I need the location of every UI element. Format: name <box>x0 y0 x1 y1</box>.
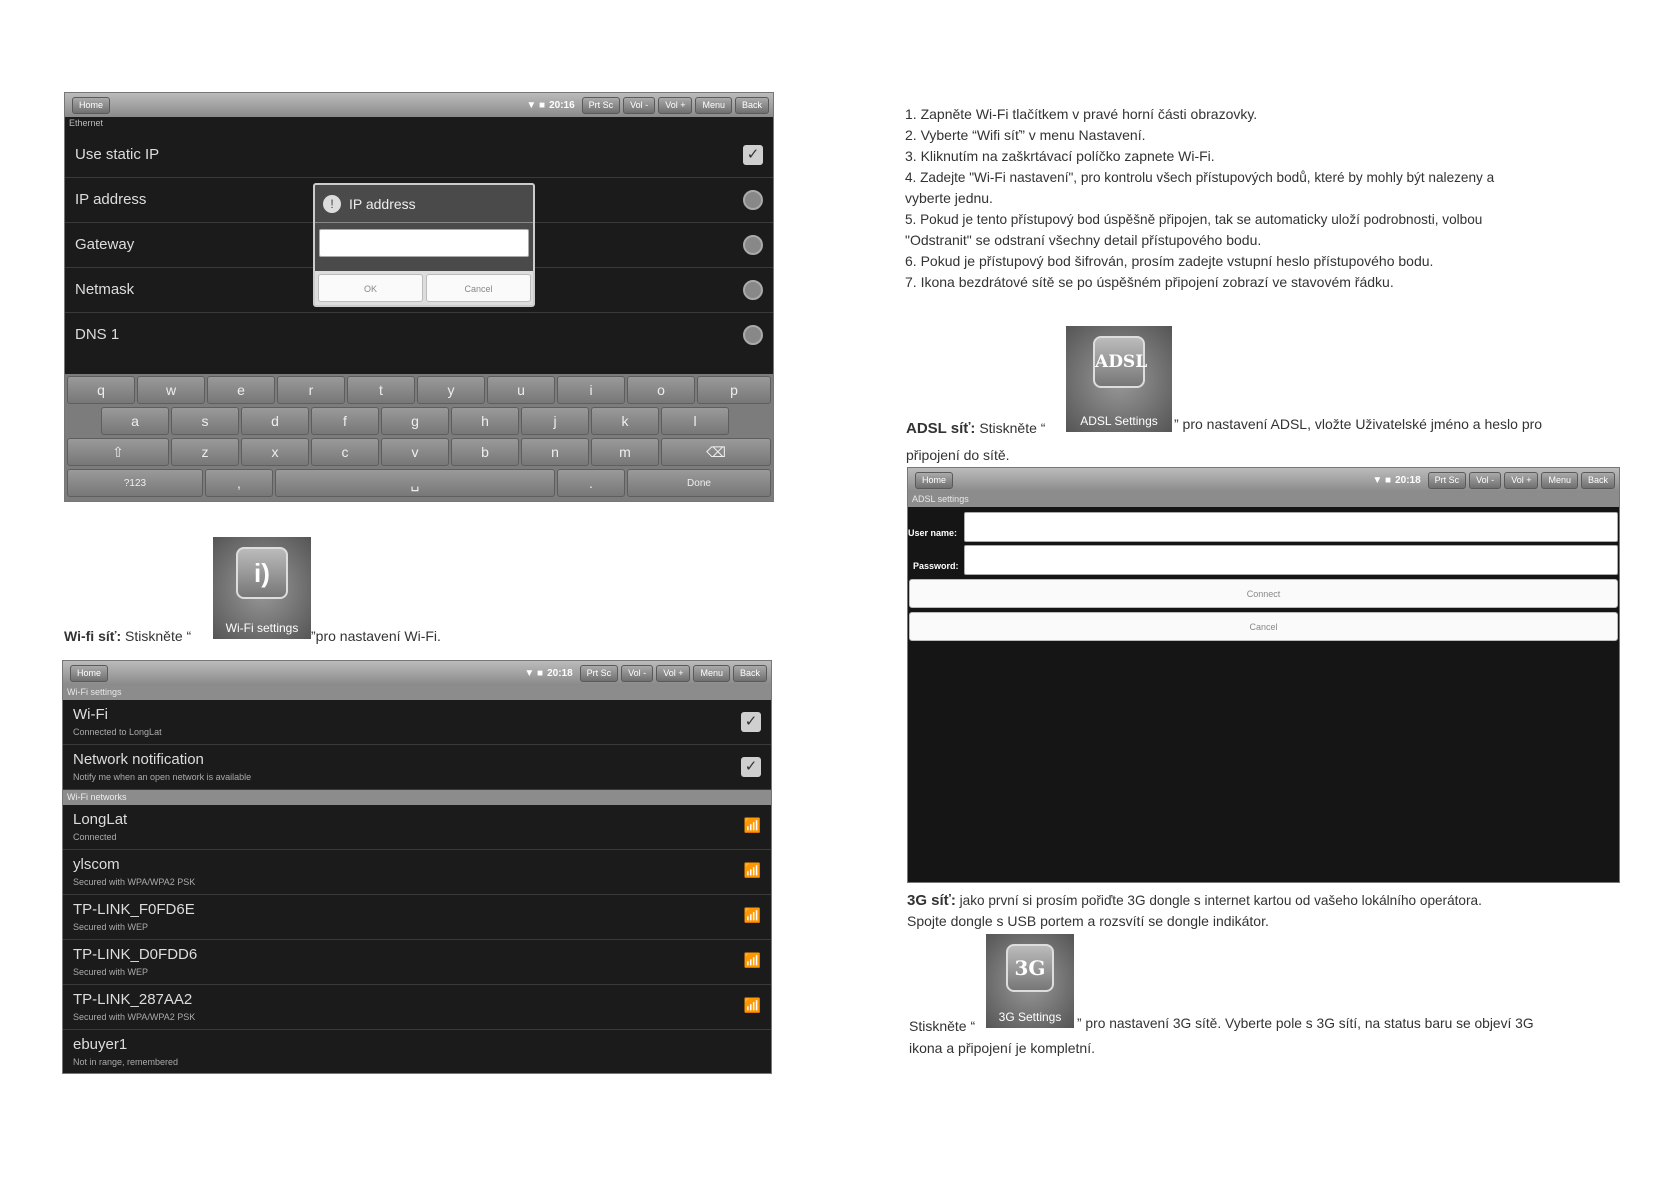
key-i[interactable]: i <box>557 376 625 404</box>
row-title: Wi-Fi <box>73 706 108 723</box>
3g-icon-label: 3G Settings <box>998 1010 1062 1024</box>
g3-caption-line2: Spojte dongle s USB portem a rozsvítí se dongle indikátor. <box>907 913 1269 929</box>
network-notification-row[interactable] <box>63 745 771 790</box>
network-ssid: ylscom <box>73 856 120 873</box>
gateway-indicator <box>743 235 763 255</box>
g3-caption-line4: ikona a připojení je kompletní. <box>909 1040 1095 1056</box>
home-button[interactable]: Home <box>70 665 108 682</box>
shift-key[interactable]: ⇧ <box>67 438 169 466</box>
ip-address-indicator <box>743 190 763 210</box>
wifi-caption-right: ”pro nastavení Wi-Fi. <box>311 628 441 644</box>
backspace-key[interactable]: ⌫ <box>661 438 771 466</box>
vol-up-button[interactable]: Vol + <box>1504 472 1538 489</box>
key-z[interactable]: z <box>171 438 239 466</box>
key-d[interactable]: d <box>241 407 309 435</box>
3g-settings-icon <box>986 934 1074 1028</box>
back-button[interactable]: Back <box>735 97 769 114</box>
adsl-caption-right: ” pro nastavení ADSL, vložte Uživatelské jméno a heslo pro <box>1174 416 1543 432</box>
step-5-cont: "Odstranit" se odstraní všechny detail přístupového bodu. <box>905 232 1262 248</box>
wifi-lock-icon: 📶 <box>743 862 761 878</box>
use-static-ip-row[interactable] <box>65 133 773 178</box>
g3-caption-text: jako první si prosím pořiďte 3G dongle s internet kartou od vašeho lokálního operátora. <box>959 893 1482 908</box>
adsl-glyph-icon: ADSL <box>1093 336 1145 388</box>
wifi-lock-icon: 📶 <box>743 952 761 968</box>
period-key[interactable]: . <box>557 469 625 497</box>
ip-address-dialog <box>313 183 535 307</box>
3g-glyph-icon: 3G <box>1006 944 1054 992</box>
wifi-screenshot <box>62 660 772 1074</box>
section-title: Ethernet <box>69 118 104 128</box>
g3-caption-bold: 3G síť: <box>907 892 956 909</box>
home-button[interactable]: Home <box>72 97 110 114</box>
network-item[interactable] <box>63 850 771 895</box>
vol-down-button[interactable]: Vol - <box>623 97 655 114</box>
key-k[interactable]: k <box>591 407 659 435</box>
comma-key[interactable]: , <box>205 469 273 497</box>
network-status: Secured with WPA/WPA2 PSK <box>73 877 196 887</box>
ok-button[interactable]: OK <box>318 274 423 302</box>
network-status: Secured with WEP <box>73 967 149 977</box>
key-m[interactable]: m <box>591 438 659 466</box>
status-bar <box>63 661 771 685</box>
g3-caption-line1 <box>907 890 1482 911</box>
dialog-header <box>315 185 533 223</box>
back-button[interactable]: Back <box>1581 472 1615 489</box>
info-icon: ! <box>323 195 341 213</box>
vol-down-button[interactable]: Vol - <box>1469 472 1501 489</box>
key-r[interactable]: r <box>277 376 345 404</box>
key-t[interactable]: t <box>347 376 415 404</box>
wifi-icon-label: Wi-Fi settings <box>225 621 299 635</box>
row-label: Use static IP <box>75 146 160 163</box>
user-name-input[interactable] <box>964 512 1618 542</box>
key-g[interactable]: g <box>381 407 449 435</box>
key-u[interactable]: u <box>487 376 555 404</box>
network-item[interactable] <box>63 940 771 985</box>
g3-caption-before: Stiskněte “ <box>909 1018 976 1034</box>
adsl-icon-label: ADSL Settings <box>1080 414 1158 428</box>
step-6: 6. Pokud je přístupový bod šifrován, prosím zadejte vstupní heslo přístupového bodu. <box>905 253 1434 269</box>
key-l[interactable]: l <box>661 407 729 435</box>
password-label: Password: <box>913 561 959 571</box>
adsl-settings-icon <box>1066 326 1172 432</box>
key-a[interactable]: a <box>101 407 169 435</box>
wifi-caption-left <box>64 626 191 647</box>
step-7: 7. Ikona bezdrátové sítě se po úspěšném připojení zobrazí ve stavovém řádku. <box>905 274 1394 290</box>
network-item[interactable] <box>63 805 771 850</box>
key-j[interactable]: j <box>521 407 589 435</box>
adsl-caption-left <box>906 418 1045 439</box>
clock: 20:18 <box>547 667 573 679</box>
vol-up-button[interactable]: Vol + <box>656 665 690 682</box>
notification-checkbox[interactable]: ✓ <box>741 757 761 777</box>
network-ssid: ebuyer1 <box>73 1036 128 1053</box>
adsl-caption-before: Stiskněte “ <box>979 420 1046 436</box>
network-item[interactable] <box>63 985 771 1030</box>
key-q[interactable]: q <box>67 376 135 404</box>
network-status: Secured with WEP <box>73 922 149 932</box>
section-header: Wi-Fi settings <box>63 685 771 700</box>
adsl-caption-bold: ADSL síť: <box>906 420 976 437</box>
signal-battery-icon: ▼ ■ <box>1372 474 1392 486</box>
clock: 20:16 <box>549 99 575 111</box>
row-label: IP address <box>75 191 147 208</box>
networks-header: Wi-Fi networks <box>63 790 771 805</box>
step-3: 3. Kliknutím na zaškrtávací políčko zapnete Wi-Fi. <box>905 148 1215 164</box>
network-ssid: TP-LINK_287AA2 <box>73 991 193 1008</box>
signal-battery-icon: ▼ ■ <box>524 667 544 679</box>
symbols-key[interactable]: ?123 <box>67 469 203 497</box>
step-4: 4. Zadejte "Wi-Fi nastavení", pro kontrolu všech přístupových bodů, které by mohly být nalezeny a <box>905 170 1495 185</box>
wifi-caption-bold: Wi-fi síť: <box>64 628 122 644</box>
row-label: DNS 1 <box>75 326 120 343</box>
key-s[interactable]: s <box>171 407 239 435</box>
clock: 20:18 <box>1395 474 1421 486</box>
network-ssid: LongLat <box>73 811 128 828</box>
key-c[interactable]: c <box>311 438 379 466</box>
signal-battery-icon: ▼ ■ <box>526 99 546 111</box>
network-status: Secured with WPA/WPA2 PSK <box>73 1012 196 1022</box>
key-w[interactable]: w <box>137 376 205 404</box>
wifi-checkbox[interactable]: ✓ <box>741 712 761 732</box>
network-status: Connected <box>73 832 117 842</box>
menu-button[interactable]: Menu <box>1541 472 1578 489</box>
key-f[interactable]: f <box>311 407 379 435</box>
space-key[interactable]: ␣ <box>275 469 555 497</box>
back-button[interactable]: Back <box>733 665 767 682</box>
network-ssid: TP-LINK_F0FD6E <box>73 901 195 918</box>
wifi-lock-icon: 📶 <box>743 817 761 833</box>
dns1-row[interactable] <box>65 313 773 358</box>
row-label: Netmask <box>75 281 135 298</box>
done-key[interactable]: Done <box>627 469 771 497</box>
instruction-steps <box>905 104 1620 293</box>
menu-button[interactable]: Menu <box>695 97 732 114</box>
step-1: 1. Zapněte Wi-Fi tlačítkem v pravé horní části obrazovky. <box>905 106 1258 122</box>
ethernet-screenshot <box>64 92 774 502</box>
step-5: 5. Pokud je tento přístupový bod úspěšně připojen, tak se automaticky uloží podrobnosti, volbou <box>905 212 1483 227</box>
key-y[interactable]: y <box>417 376 485 404</box>
network-ssid: TP-LINK_D0FDD6 <box>73 946 198 963</box>
dialog-buttons <box>315 271 533 305</box>
row-subtitle: Notify me when an open network is available <box>73 772 252 782</box>
netmask-indicator <box>743 280 763 300</box>
row-label: Gateway <box>75 236 135 253</box>
g3-caption-after: ” pro nastavení 3G sítě. Vyberte pole s 3G sítí, na status baru se objeví 3G <box>1077 1016 1534 1031</box>
key-h[interactable]: h <box>451 407 519 435</box>
key-o[interactable]: o <box>627 376 695 404</box>
vol-down-button[interactable]: Vol - <box>621 665 653 682</box>
row-subtitle: Connected to LongLat <box>73 727 162 737</box>
key-v[interactable]: v <box>381 438 449 466</box>
network-item[interactable] <box>63 895 771 940</box>
menu-button[interactable]: Menu <box>693 665 730 682</box>
network-item[interactable] <box>63 1030 771 1074</box>
prtsc-button[interactable]: Prt Sc <box>1428 472 1467 489</box>
wifi-settings-icon <box>213 537 311 639</box>
key-b[interactable]: b <box>451 438 519 466</box>
prtsc-button[interactable]: Prt Sc <box>582 97 621 114</box>
key-p[interactable]: p <box>697 376 771 404</box>
dns1-indicator <box>743 325 763 345</box>
home-button[interactable]: Home <box>915 472 953 489</box>
wifi-caption-before: Stiskněte “ <box>125 628 192 644</box>
cancel-button[interactable]: Cancel <box>426 274 531 302</box>
adsl-caption-line2: připojení do sítě. <box>906 447 1010 463</box>
wifi-glyph-icon: i) <box>236 547 288 599</box>
ip-address-input[interactable] <box>319 229 529 257</box>
wifi-lock-icon: 📶 <box>743 997 761 1013</box>
status-bar <box>908 468 1619 492</box>
step-4-cont: vyberte jednu. <box>905 190 993 206</box>
network-status: Not in range, remembered <box>73 1057 179 1067</box>
user-name-label: User name: <box>908 528 958 538</box>
wifi-lock-icon: 📶 <box>743 907 761 923</box>
vol-up-button[interactable]: Vol + <box>658 97 692 114</box>
section-header: ADSL settings <box>908 492 1619 507</box>
soft-keyboard <box>65 374 773 501</box>
adsl-screenshot <box>907 467 1620 883</box>
static-ip-checkbox[interactable]: ✓ <box>743 145 763 165</box>
row-title: Network notification <box>73 751 204 768</box>
wifi-toggle-row[interactable] <box>63 700 771 745</box>
prtsc-button[interactable]: Prt Sc <box>580 665 619 682</box>
step-2: 2. Vyberte “Wifi síť” v menu Nastavení. <box>905 127 1146 143</box>
password-input[interactable] <box>964 545 1618 575</box>
status-bar <box>65 93 773 117</box>
key-x[interactable]: x <box>241 438 309 466</box>
key-n[interactable]: n <box>521 438 589 466</box>
key-e[interactable]: e <box>207 376 275 404</box>
cancel-button[interactable]: Cancel <box>909 612 1618 641</box>
connect-button[interactable]: Connect <box>909 579 1618 608</box>
dialog-title: IP address <box>349 195 416 212</box>
